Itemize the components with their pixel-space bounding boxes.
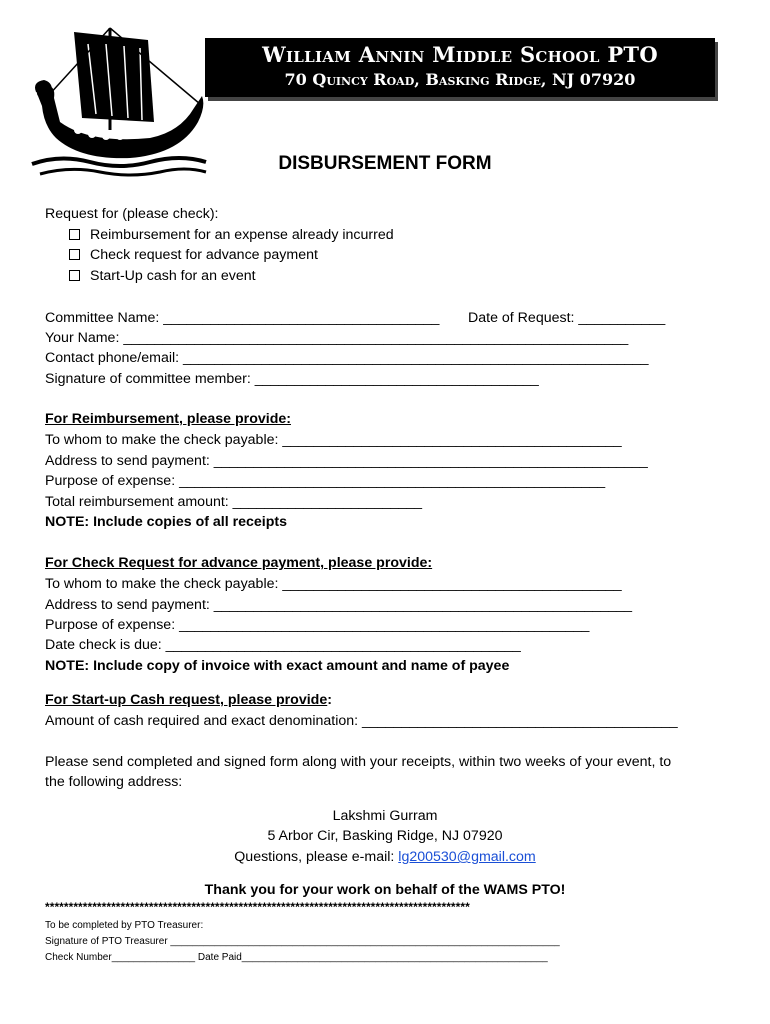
reimb-payable-field[interactable]: To whom to make the check payable: ___________________________________________ [45,432,622,448]
check-payable-field[interactable]: To whom to make the check payable: ___________________________________________ [45,576,622,592]
startup-heading: For Start-up Cash request, please provide: [45,692,332,708]
instructions-line-2: the following address: [45,774,183,790]
request-prompt: Request for (please check): [45,206,219,222]
reimb-address-field[interactable]: Address to send payment: _______________________________________________________ [45,453,648,469]
check-address-field[interactable]: Address to send payment: _____________________________________________________ [45,597,632,613]
option-check-request[interactable]: Check request for advance payment [69,246,318,264]
thanks-line: Thank you for your work on behalf of the WAMS PTO! [204,882,566,898]
your-name-field[interactable]: Your Name: ________________________________________________________________ [45,330,629,346]
check-purpose-field[interactable]: Purpose of expense: ____________________________________________________ [45,617,590,633]
option-startup-cash[interactable]: Start-Up cash for an event [69,267,256,285]
reimb-total-field[interactable]: Total reimbursement amount: ________________________ [45,494,423,510]
school-address: 70 Quincy Road, Basking Ridge, NJ 07920 [284,70,636,89]
contact-questions: Questions, please e-mail: lg200530@gmail.com [234,849,536,865]
check-number-date-paid-field[interactable]: Check Number_______________ Date Paid_______________________________________________________ [45,952,548,963]
instructions-line-1: Please send completed and signed form along with your receipts, within two weeks of your event, to [45,754,672,770]
signature-field[interactable]: Signature of committee member: ____________________________________ [45,371,539,387]
form-title: DISBURSEMENT FORM [278,153,492,174]
header-banner [205,38,715,97]
checkbox-icon[interactable] [69,249,80,260]
email-link[interactable]: lg200530@gmail.com [398,849,536,865]
committee-name-field[interactable]: Committee Name: ___________________________________ [45,310,440,326]
treasurer-signature-field[interactable]: Signature of PTO Treasurer ______________________________________________________________________ [45,936,560,947]
check-request-heading: For Check Request for advance payment, please provide: [45,555,433,571]
checkbox-icon[interactable] [69,229,80,240]
date-of-request-field[interactable]: Date of Request: ___________ [468,310,666,326]
reimbursement-heading: For Reimbursement, please provide: [45,411,291,427]
check-due-field[interactable]: Date check is due: _____________________________________________ [45,637,521,653]
school-name: William Annin Middle School PTO [262,42,658,67]
check-note: NOTE: Include copy of invoice with exact amount and name of payee [45,658,510,674]
startup-amount-field[interactable]: Amount of cash required and exact denomination: ________________________________________ [45,713,678,729]
option-reimbursement[interactable]: Reimbursement for an expense already incurred [69,226,394,244]
checkbox-icon[interactable] [69,270,80,281]
contact-name: Lakshmi Gurram [332,808,438,824]
contact-street: 5 Arbor Cir, Basking Ridge, NJ 07920 [267,828,503,844]
treasurer-heading: To be completed by PTO Treasurer: [45,920,204,931]
contact-field[interactable]: Contact phone/email: ___________________________________________________________ [45,350,649,366]
reimb-note: NOTE: Include copies of all receipts [45,514,288,530]
separator: ****************************************************************************************** [45,900,470,914]
reimb-purpose-field[interactable]: Purpose of expense: ______________________________________________________ [45,473,606,489]
